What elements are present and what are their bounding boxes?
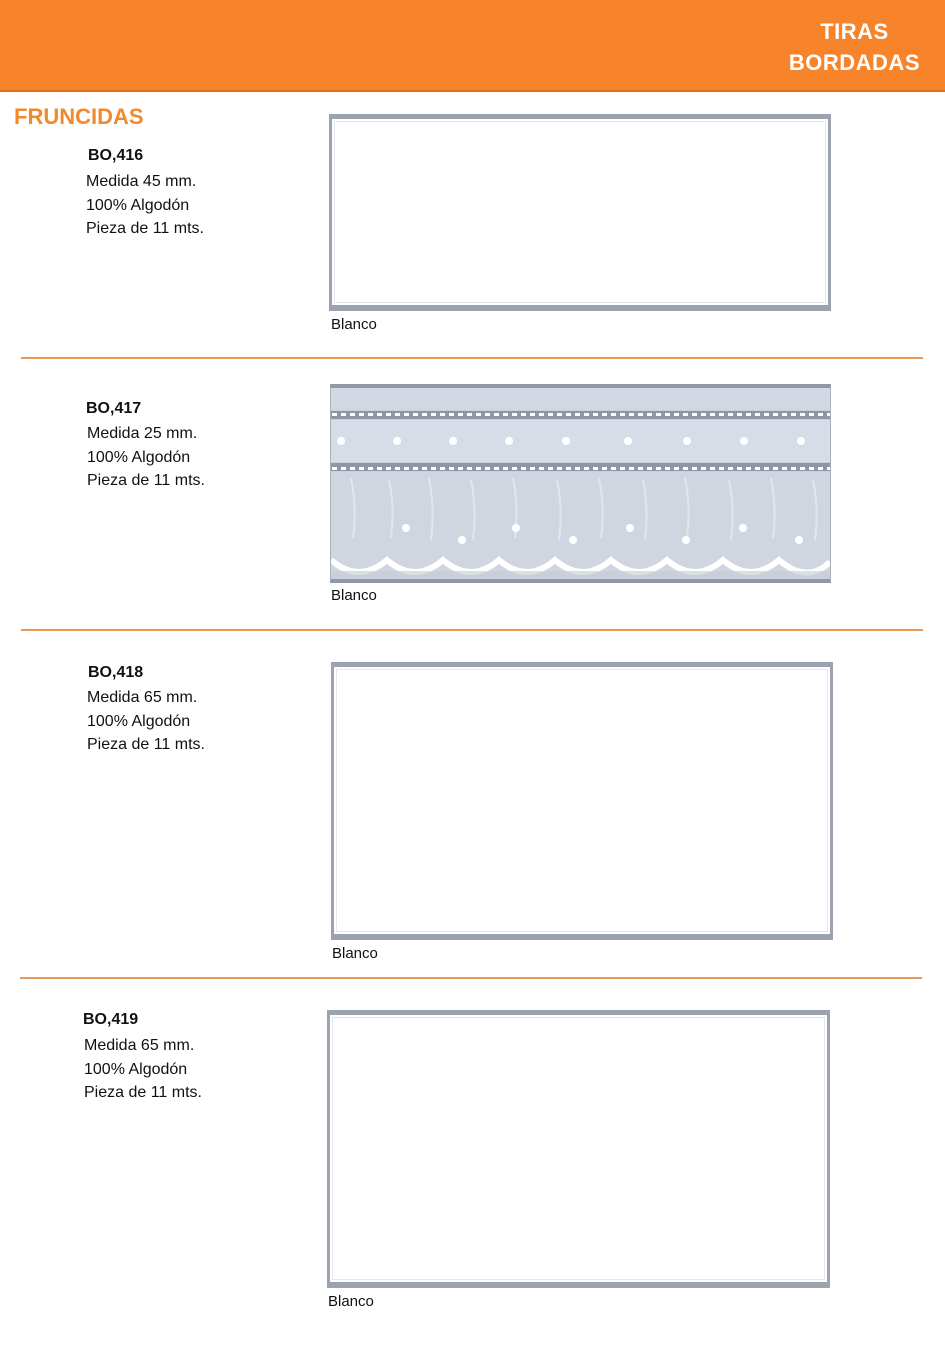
section-divider bbox=[21, 357, 923, 359]
section-divider bbox=[20, 977, 922, 979]
product-specs bbox=[86, 170, 204, 241]
product-size: Medida 25 mm. bbox=[87, 425, 198, 442]
color-label: Blanco bbox=[328, 1293, 374, 1310]
product-material: 100% Algodón bbox=[84, 1060, 188, 1078]
product-material: 100% Algodón bbox=[86, 196, 190, 214]
lace-fabric-image bbox=[331, 388, 830, 579]
product-size: Medida 65 mm. bbox=[84, 1037, 195, 1054]
header-title bbox=[789, 16, 920, 78]
product-specs bbox=[87, 686, 205, 757]
color-label: Blanco bbox=[332, 945, 378, 962]
section-title: FRUNCIDAS bbox=[14, 104, 144, 129]
product-image bbox=[327, 1010, 830, 1288]
product-image bbox=[330, 384, 831, 583]
product-size: Medida 65 mm. bbox=[87, 689, 198, 706]
page-header bbox=[0, 0, 945, 92]
product-specs bbox=[84, 1034, 202, 1105]
product-size: Medida 45 mm. bbox=[86, 173, 197, 190]
header-title-line1: TIRAS bbox=[820, 19, 889, 44]
product-code: BO,417 bbox=[86, 400, 142, 417]
product-length: Pieza de 11 mts. bbox=[86, 220, 204, 237]
product-code: BO,418 bbox=[88, 664, 144, 681]
product-length: Pieza de 11 mts. bbox=[87, 472, 205, 489]
product-material: 100% Algodón bbox=[87, 712, 191, 730]
product-image bbox=[329, 114, 831, 311]
product-material: 100% Algodón bbox=[87, 448, 191, 466]
product-specs bbox=[87, 422, 205, 493]
product-code: BO,419 bbox=[83, 1011, 139, 1028]
section-divider bbox=[21, 629, 923, 631]
product-code: BO,416 bbox=[88, 147, 144, 164]
product-length: Pieza de 11 mts. bbox=[84, 1084, 202, 1101]
color-label: Blanco bbox=[331, 587, 377, 604]
header-title-line2: BORDADAS bbox=[788, 50, 920, 75]
color-label: Blanco bbox=[331, 316, 377, 333]
product-image bbox=[331, 662, 833, 940]
product-length: Pieza de 11 mts. bbox=[87, 736, 205, 753]
